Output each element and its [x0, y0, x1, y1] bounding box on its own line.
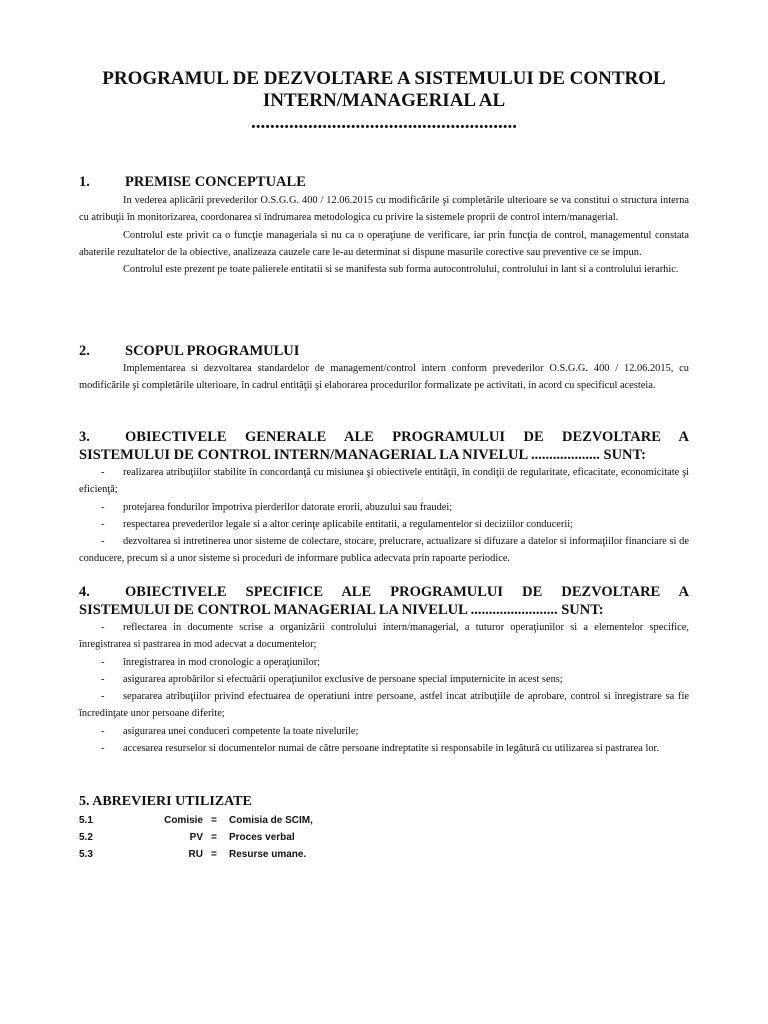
- table-row: 5.1 Comisie = Comisia de SCIM,: [79, 815, 313, 826]
- section-2: [79, 342, 689, 395]
- list-item: - asigurarea aprobărilor si efectuării operaţiunilor exclusive de persoane special imputernicite in acest sens;: [101, 673, 563, 685]
- list-item: - protejarea fondurilor împotriva pierderilor datorate erorii, abuzului sau fraudei;: [101, 501, 453, 513]
- list-item: - respectarea prevederilor legale si a altor cerinţe aplicabile entitatii, a regulamentelor si deciziilor conducerii;: [101, 518, 574, 530]
- list-item: - dezvoltarea si intretinerea unor sisteme de colectare, stocare, prelucrare, actualizare si difuzare a datelor si informaţiilor financiare si de conducere, precum si a unor sisteme si proceduri de informare publica adecvata prin rapoarte periodice.: [79, 536, 689, 565]
- section-4-list: [79, 619, 689, 757]
- section-3: [79, 428, 689, 568]
- section-5: [79, 793, 313, 863]
- section-4-title: OBIECTIVELE SPECIFICE ALE PROGRAMULUI DE DEZVOLTARE A SISTEMULUI DE CONTROL MANAGERIAL LA NIVELUL ........................ SUNT:: [79, 584, 689, 618]
- section-3-title: OBIECTIVELE GENERALE ALE PROGRAMULUI DE DEZVOLTARE A SISTEMULUI DE CONTROL INTERN/MANAGERIAL LA NIVELUL ................... SUNT:: [79, 429, 689, 463]
- section-3-list: [79, 464, 689, 568]
- list-item: - înregistrarea in mod cronologic a operaţiunilor;: [101, 656, 321, 668]
- section-1-paragraph-1: In vederea aplicării prevederilor O.S.G.G. 400 / 12.06.2015 cu modificările şi completările ulterioare se va constitui o structura interna cu atribuţii în monitorizarea, coordonarea si îndrumarea metodologica cu privire la sistemele proprii de control intern/managerial.: [79, 195, 689, 224]
- section-1-paragraph-2: Controlul este privit ca o funcţie manageriala si nu ca o operaţiune de verificare, iar prin funcţia de control, managementul constata abaterile rezultatelor de la obiective, analizeaza cauzele care le-au determinat si dispune masurile corective sau preventive ce se impun.: [79, 229, 689, 258]
- list-item: - asigurarea unei conduceri competente la toate nivelurile;: [101, 725, 359, 737]
- section-2-paragraph-1: Implementarea si dezvoltarea standardelor de management/control intern conform prevederilor O.S.G.G. 400 / 12.06.2015, cu modificările şi completările ulterioare, în cadrul entităţii şi elaborarea procedurilor formalizate pe activitati, in acord cu specificul acesteia.: [79, 363, 689, 392]
- section-1-paragraph-3: Controlul este prezent pe toate palierele entitatii si se manifesta sub forma autocontrolului, controlului in lant si a controlului ierarhic.: [123, 264, 679, 276]
- section-2-heading: [79, 342, 689, 360]
- title-line-1: PROGRAMUL DE DEZVOLTARE A SISTEMULUI DE CONTROL: [102, 68, 666, 89]
- list-item: - accesarea resurselor si documentelor numai de către persoane indreptatite si responsabile in legătură cu utilizarea si pastrarea lor.: [101, 743, 660, 755]
- section-1: [79, 173, 689, 278]
- section-1-number: 1.: [79, 174, 90, 190]
- list-item: - realizarea atribuţiilor stabilite în concordanţă cu misiunea şi obiectivele entităţii, în condiţii de regularitate, eficacitate, economicitate şi eficienţă;: [79, 467, 689, 496]
- list-item: - separarea atribuţiilor privind efectuarea de operatiuni intre persoane, astfel incat atribuţiile de aprobare, control si înregistrare sa fie încredinţate unor persoane diferite;: [79, 691, 689, 720]
- section-4: [79, 583, 689, 757]
- section-4-number: 4.: [79, 584, 90, 600]
- abbreviations-table: [79, 812, 313, 863]
- title-line-3: ........................................................: [251, 112, 517, 133]
- section-1-title: PREMISE CONCEPTUALE: [125, 174, 306, 190]
- document-title: [60, 68, 708, 134]
- section-4-heading: [79, 583, 689, 619]
- table-row: 5.3 RU = Resurse umane.: [79, 849, 307, 860]
- section-2-number: 2.: [79, 343, 90, 359]
- section-3-heading: [79, 428, 689, 464]
- table-row: 5.2 PV = Proces verbal: [79, 832, 295, 843]
- section-1-heading: [79, 173, 689, 191]
- section-5-heading: 5. ABREVIERI UTILIZATE: [79, 794, 252, 809]
- section-3-number: 3.: [79, 429, 90, 445]
- section-2-title: SCOPUL PROGRAMULUI: [125, 343, 300, 359]
- title-line-2: INTERN/MANAGERIAL AL: [262, 90, 506, 111]
- list-item: - reflectarea in documente scrise a organizării controlului intern/managerial, a tuturor operaţiunilor si a elementelor specifice, înregistrarea si pastrarea in mod adecvat a documentelor;: [79, 622, 689, 651]
